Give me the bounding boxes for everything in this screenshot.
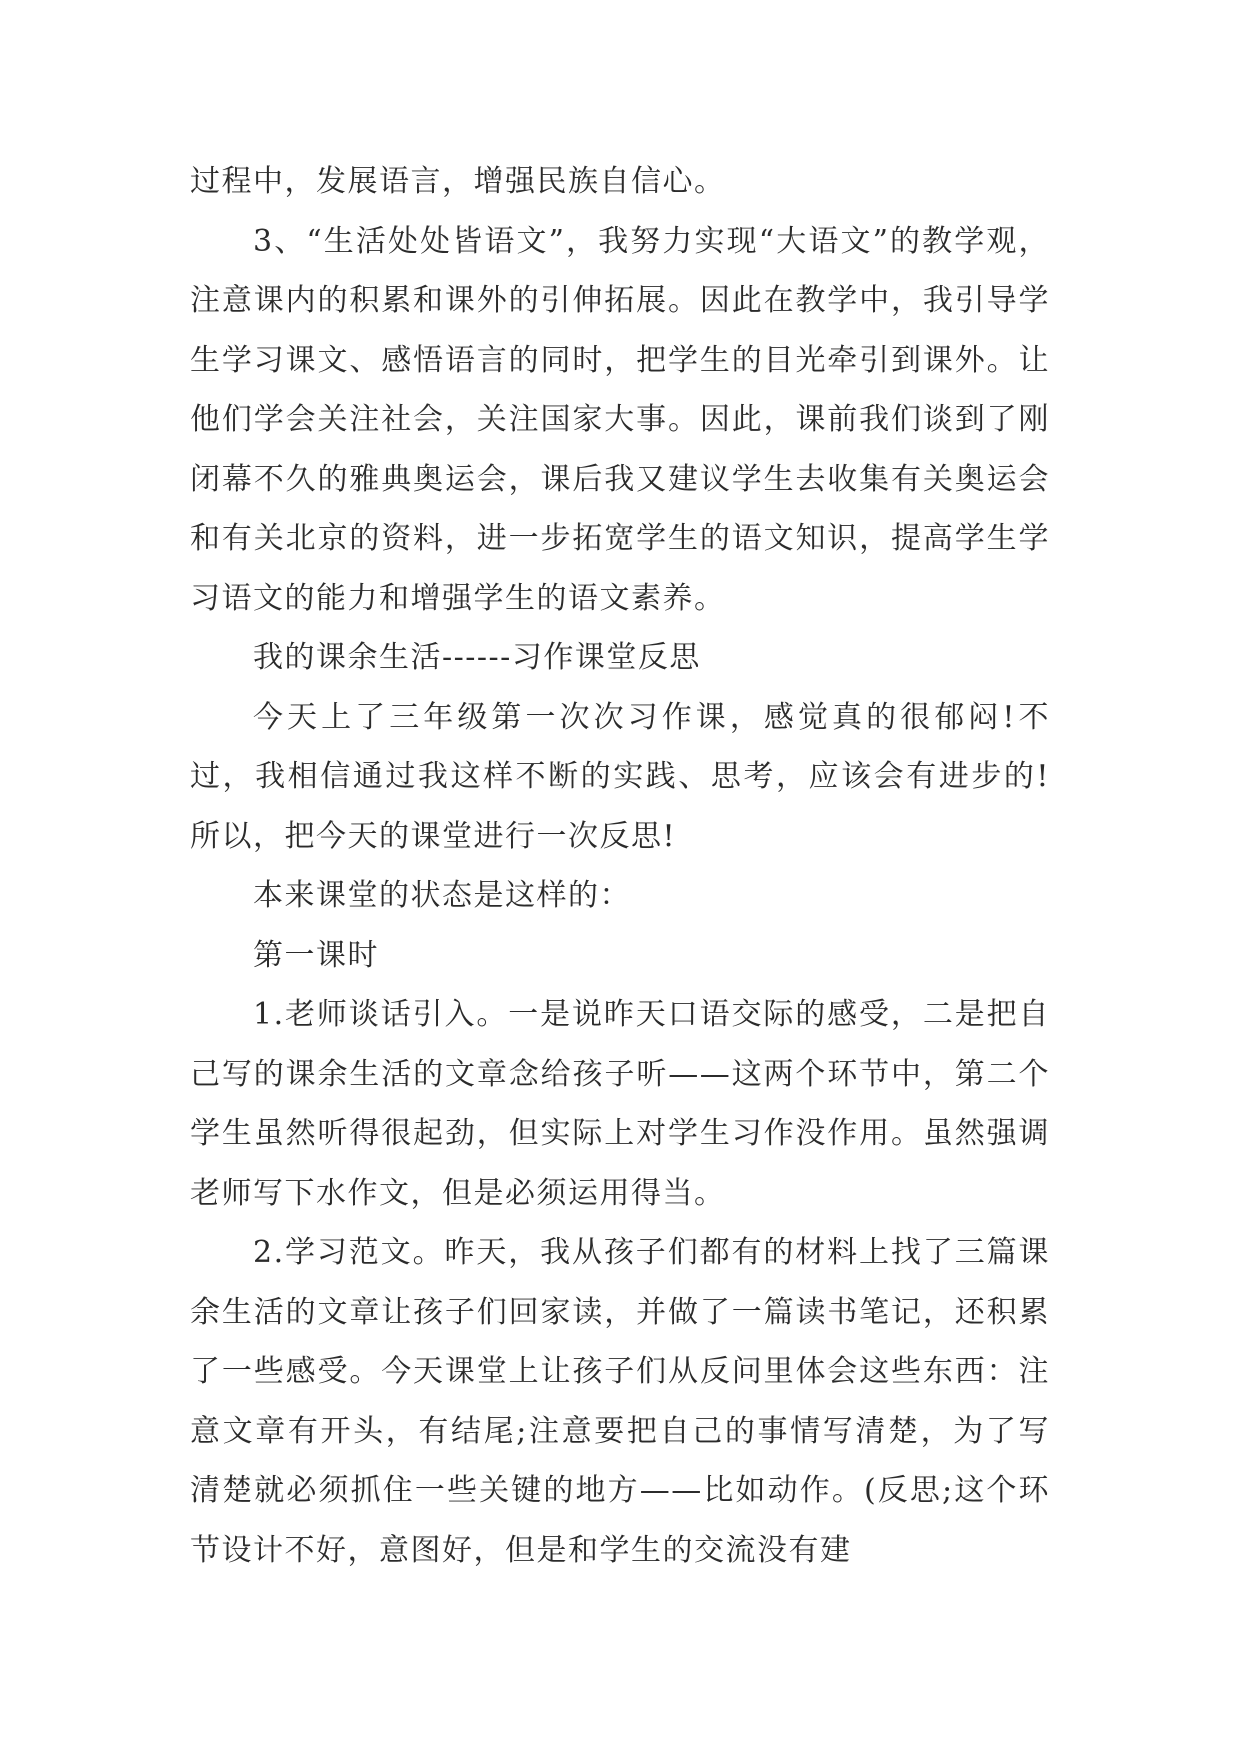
paragraph-1: 过程中，发展语言，增强民族自信心。 (190, 164, 726, 199)
paragraph-5: 第一课时 (253, 937, 379, 973)
paragraph-7: 2.学习范文。昨天，我从孩子们都有的材料上找了三篇课余生活的文章让孩子们回家读，并做了一篇读书笔记，还积累了一些感受。今天课堂上让孩子们从反问里体会这些东西：注意文章有开头，有结尾;注意要把自己的事情写清楚，为了写清楚就必须抓住一些关键的地方——比如动作。(反思;这个环节设计不好，意图好，但是和学生的交流没有建 (190, 1235, 1050, 1568)
section-heading: 我的课余生活------习作课堂反思 (253, 640, 701, 675)
paragraph-3: 今天上了三年级第一次次习作课，感觉真的很郁闷!不过，我相信通过我这样不断的实践、思考，应该会有进步的!所以，把今天的课堂进行一次反思! (190, 699, 1050, 854)
document-body (190, 152, 1050, 1580)
paragraph-4: 本来课堂的状态是这样的： (253, 878, 631, 913)
paragraph-2: 3、“生活处处皆语文”，我努力实现“大语文”的教学观，注意课内的积累和课外的引伸拓展。因此在教学中，我引导学生学习课文、感悟语言的同时，把学生的目光牵引到课外。让他们学会关注社会，关注国家大事。因此，课前我们谈到了刚闭幕不久的雅典奥运会，课后我又建议学生去收集有关奥运会和有关北京的资料，进一步拓宽学生的语文知识，提高学生学习语文的能力和增强学生的语文素养。 (190, 223, 1050, 616)
paragraph-6: 1.老师谈话引入。一是说昨天口语交际的感受，二是把自己写的课余生活的文章念给孩子听——这两个环节中，第二个学生虽然听得很起劲，但实际上对学生习作没作用。虽然强调老师写下水作文，但是必须运用得当。 (190, 997, 1050, 1211)
